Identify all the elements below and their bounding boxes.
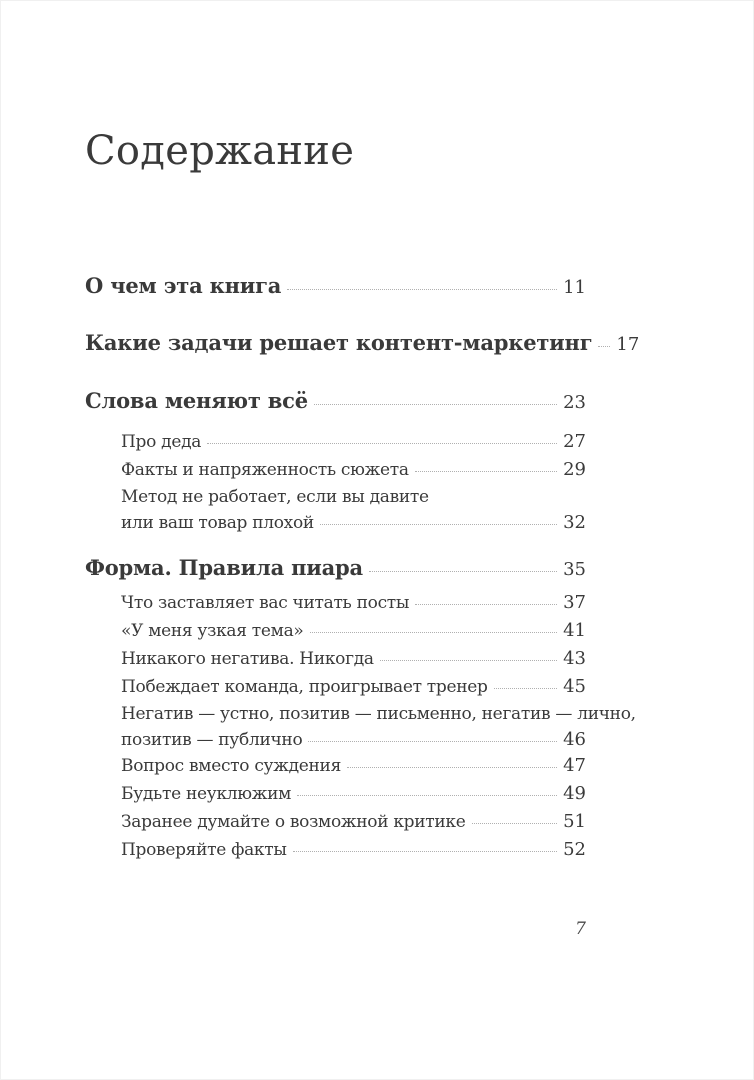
toc-page-number: 47 <box>563 755 586 776</box>
dot-leader <box>369 571 557 572</box>
dot-leader <box>494 688 557 689</box>
toc-subentry-continuation <box>85 511 586 535</box>
toc-page-number: 37 <box>563 592 586 613</box>
toc-entry-label: Негатив — устно, позитив — письменно, негатив — лично, <box>121 704 636 724</box>
toc-page-number: 51 <box>563 811 586 832</box>
page-content <box>85 128 640 864</box>
toc-page-number: 32 <box>563 512 586 533</box>
toc-page-number: 41 <box>563 620 586 641</box>
toc-subentry <box>85 780 586 808</box>
toc-entry-label: Форма. Правила пиара <box>85 555 363 580</box>
toc-entry <box>85 553 586 585</box>
dot-leader <box>380 660 557 661</box>
toc-entry-label: Факты и напряженность сюжета <box>121 460 409 480</box>
toc-entry-label: или ваш товар плохой <box>121 513 314 533</box>
toc-subentry <box>85 673 586 701</box>
contents-title: Содержание <box>85 128 355 174</box>
dot-leader <box>472 823 558 824</box>
dot-leader <box>207 443 557 444</box>
toc-entry <box>85 328 640 360</box>
toc-subentry <box>85 456 586 484</box>
toc-entry-label: Будьте неуклюжим <box>121 784 292 804</box>
toc-subentry <box>85 617 586 645</box>
dot-leader <box>314 404 557 405</box>
dot-leader <box>598 346 610 347</box>
toc-page-number: 52 <box>563 839 586 860</box>
toc-page-number: 46 <box>563 729 586 750</box>
toc-entry-label: Какие задачи решает контент-маркетинг <box>85 330 593 355</box>
toc-page-number: 45 <box>563 676 586 697</box>
toc-page-number: 11 <box>563 277 586 298</box>
table-of-contents <box>85 271 640 864</box>
toc-subentry-wrapped-line <box>85 701 636 728</box>
toc-entry-label: Проверяйте факты <box>121 840 287 860</box>
toc-page-number: 27 <box>563 431 586 452</box>
toc-page-number: 23 <box>563 392 586 413</box>
toc-entry-label: Никакого негатива. Никогда <box>121 649 374 669</box>
page-number-folio: 7 <box>575 919 586 939</box>
toc-subentry-wrapped-line <box>85 484 586 511</box>
toc-page-number: 43 <box>563 648 586 669</box>
dot-leader <box>293 851 558 852</box>
toc-entry-label: Побеждает команда, проигрывает тренер <box>121 677 488 697</box>
toc-entry-label: Вопрос вместо суждения <box>121 756 341 776</box>
toc-subentry <box>85 428 586 456</box>
toc-subentry <box>85 808 586 836</box>
dot-leader <box>297 795 557 796</box>
dot-leader <box>347 767 557 768</box>
toc-subentry <box>85 589 586 617</box>
dot-leader <box>415 471 557 472</box>
toc-subentry <box>85 752 586 780</box>
toc-entry-label: Слова меняют всё <box>85 388 308 413</box>
toc-subentry-continuation <box>85 728 586 752</box>
toc-page-number: 35 <box>563 559 586 580</box>
dot-leader <box>310 632 558 633</box>
dot-leader <box>287 289 557 290</box>
toc-entry-label: позитив — публично <box>121 730 303 750</box>
toc-page-number: 49 <box>563 783 586 804</box>
toc-entry <box>85 271 586 303</box>
dot-leader <box>415 604 557 605</box>
toc-page-number: 17 <box>616 334 640 355</box>
toc-entry-label: «У меня узкая тема» <box>121 621 304 641</box>
toc-subentry <box>85 836 586 864</box>
toc-subentry <box>85 645 586 673</box>
toc-entry-label: Метод не работает, если вы давите <box>121 487 429 507</box>
toc-entry-label: Заранее думайте о возможной критике <box>121 812 466 832</box>
dot-leader <box>320 524 557 525</box>
toc-entry-label: Что заставляет вас читать посты <box>121 593 410 613</box>
toc-entry <box>85 386 586 418</box>
dot-leader <box>308 741 557 742</box>
toc-page-number: 29 <box>563 459 586 480</box>
toc-entry-label: О чем эта книга <box>85 273 282 298</box>
toc-entry-label: Про деда <box>121 432 202 452</box>
